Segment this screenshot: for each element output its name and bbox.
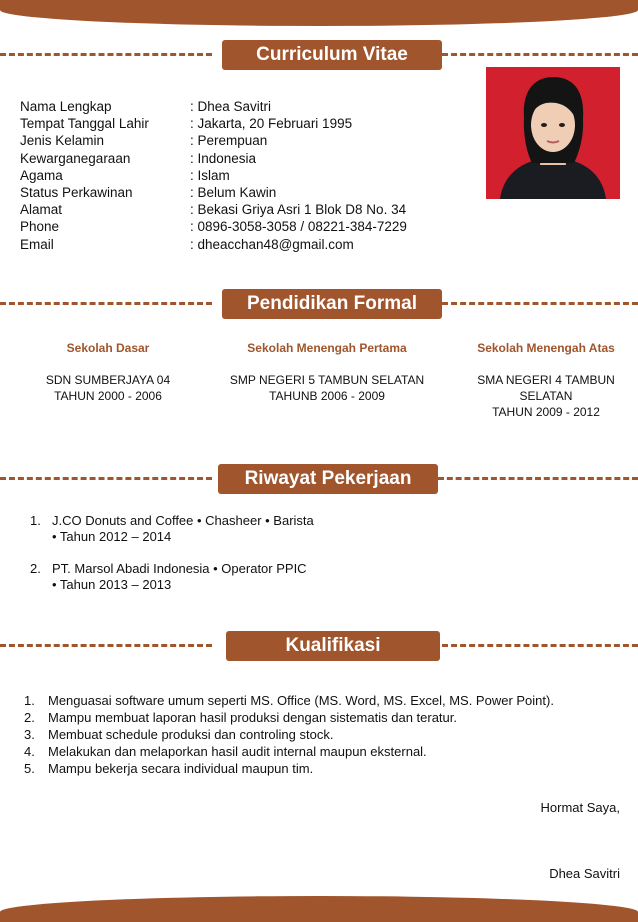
info-value: : Perempuan <box>190 133 268 149</box>
qualification-list <box>24 692 554 777</box>
info-label: Kewarganegaraan <box>20 150 131 166</box>
school-name: SMP NEGERI 5 TAMBUN SELATAN <box>229 373 425 387</box>
dashed-divider <box>442 53 638 56</box>
profile-photo <box>486 67 620 199</box>
closing-greeting: Hormat Saya, <box>540 800 620 815</box>
work-number: 2. <box>30 561 41 576</box>
personal-info <box>20 98 407 253</box>
education-primary <box>18 340 198 404</box>
dashed-divider <box>442 302 638 305</box>
section-title-work: Riwayat Pekerjaan <box>218 464 438 494</box>
info-value: : Islam <box>190 167 230 183</box>
work-item <box>30 561 314 593</box>
info-value: : Jakarta, 20 Februari 1995 <box>190 116 353 132</box>
list-item <box>24 709 554 726</box>
education-level: Sekolah Menengah Atas <box>477 341 615 355</box>
info-row-email <box>20 236 407 253</box>
info-value: : dheacchan48@gmail.com <box>190 236 354 252</box>
dashed-divider <box>0 302 212 305</box>
info-row-phone <box>20 218 407 235</box>
work-title: J.CO Donuts and Coffee • Chasheer • Barista <box>52 513 314 528</box>
section-header-education <box>0 289 638 319</box>
list-item <box>24 726 554 743</box>
list-text: Melakukan dan melaporkan hasil audit internal maupun eksternal. <box>48 744 427 759</box>
info-label: Nama Lengkap <box>20 99 112 114</box>
list-number: 1. <box>24 693 35 708</box>
list-text: Mampu membuat laporan hasil produksi dengan sistematis dan teratur. <box>48 710 457 725</box>
education-senior-high <box>460 340 632 420</box>
dashed-divider <box>0 53 212 56</box>
work-period: • Tahun 2012 – 2014 <box>52 529 172 544</box>
dashed-divider <box>0 477 212 480</box>
info-row-nationality <box>20 150 407 167</box>
list-number: 2. <box>24 710 35 725</box>
info-row-religion <box>20 167 407 184</box>
school-years: TAHUNB 2006 - 2009 <box>269 389 385 403</box>
work-period: • Tahun 2013 – 2013 <box>52 577 172 592</box>
section-title-education: Pendidikan Formal <box>222 289 442 319</box>
education-junior-high <box>212 340 442 404</box>
school-name: SMA NEGERI 4 TAMBUN <box>477 373 615 387</box>
info-row-address <box>20 201 407 218</box>
info-label: Phone <box>20 219 60 235</box>
dashed-divider <box>0 644 212 647</box>
dashed-divider <box>442 644 638 647</box>
work-title: PT. Marsol Abadi Indonesia • Operator PPIC <box>52 561 307 576</box>
info-label: Alamat <box>20 202 63 218</box>
info-label: Status Perkawinan <box>20 185 133 201</box>
info-label: Email <box>20 236 54 252</box>
section-header-work <box>0 464 638 494</box>
work-history <box>30 513 314 609</box>
education-level: Sekolah Menengah Pertama <box>247 341 407 355</box>
section-title-cv: Curriculum Vitae <box>222 40 442 70</box>
info-value: : Belum Kawin <box>190 185 277 201</box>
list-number: 5. <box>24 761 35 776</box>
info-label: Agama <box>20 167 63 183</box>
section-header-qualification <box>0 631 638 661</box>
info-row-gender <box>20 132 407 149</box>
info-value: : Bekasi Griya Asri 1 Blok D8 No. 34 <box>190 202 407 218</box>
info-value: : Dhea Savitri <box>190 99 272 114</box>
school-years: TAHUN 2000 - 2006 <box>54 389 162 403</box>
info-value: : Indonesia <box>190 150 257 166</box>
section-header-cv <box>0 40 638 70</box>
info-row-marital <box>20 184 407 201</box>
list-number: 3. <box>24 727 35 742</box>
list-text: Menguasai software umum seperti MS. Office (MS. Word, MS. Excel, MS. Power Point). <box>48 693 554 708</box>
info-value: : 0896-3058-3058 / 08221-384-7229 <box>190 219 407 235</box>
info-label: Jenis Kelamin <box>20 133 105 149</box>
signature-name: Dhea Savitri <box>549 866 620 881</box>
info-row-birth <box>20 115 407 132</box>
list-number: 4. <box>24 744 35 759</box>
dashed-divider <box>438 477 638 480</box>
info-row-name <box>20 98 407 115</box>
list-item <box>24 692 554 709</box>
top-decor-bar <box>0 0 638 26</box>
list-item <box>24 743 554 760</box>
list-text: Mampu bekerja secara individual maupun tim. <box>48 761 314 776</box>
education-level: Sekolah Dasar <box>66 341 150 355</box>
work-number: 1. <box>30 513 41 528</box>
list-item <box>24 760 554 777</box>
bottom-decor-bar <box>0 896 638 922</box>
work-item <box>30 513 314 545</box>
school-name: SDN SUMBERJAYA 04 <box>45 373 171 387</box>
school-name-cont: SELATAN <box>519 389 573 403</box>
school-years: TAHUN 2009 - 2012 <box>492 405 600 419</box>
info-label: Tempat Tanggal Lahir <box>20 116 149 132</box>
section-title-qualification: Kualifikasi <box>226 631 440 661</box>
list-text: Membuat schedule produksi dan controling stock. <box>48 727 334 742</box>
